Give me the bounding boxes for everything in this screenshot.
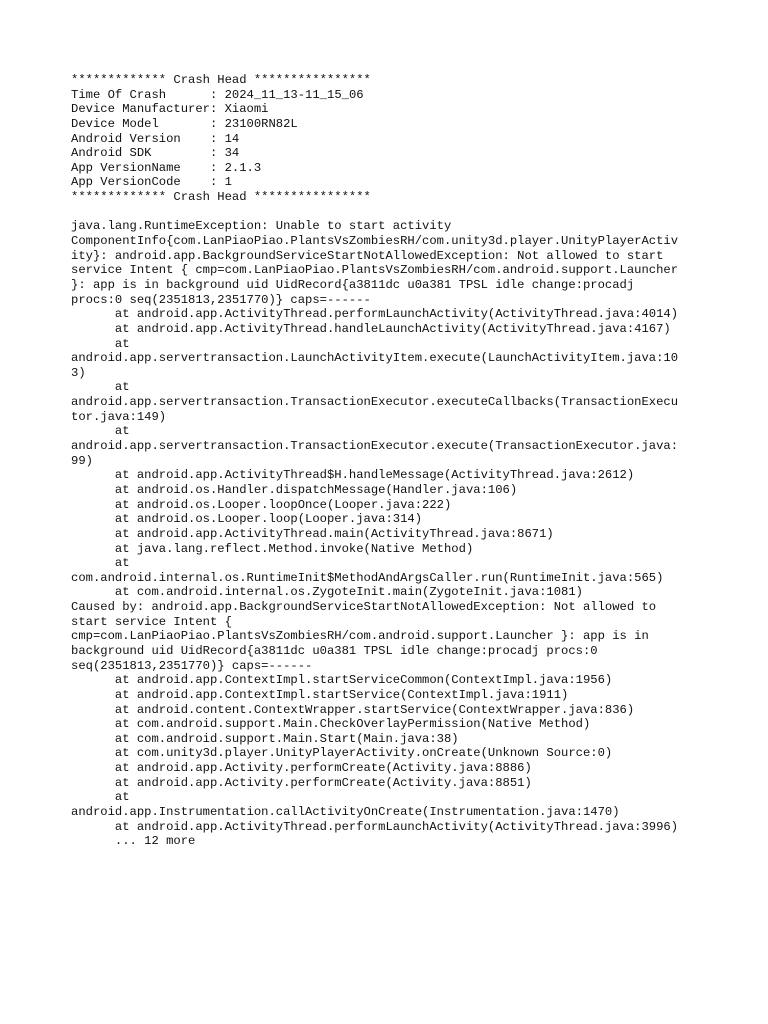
field-separator: :: [209, 116, 225, 131]
field-value: 2.1.3: [224, 160, 262, 175]
stacktrace-line: at android.os.Looper.loop(Looper.java:314): [71, 512, 423, 527]
stacktrace-line: 99): [71, 453, 93, 468]
field-separator: :: [209, 131, 225, 146]
field-separator: :: [209, 146, 225, 161]
stacktrace-line: at android.os.Looper.loopOnce(Looper.java:222): [71, 497, 452, 512]
stacktrace-line: background uid UidRecord{a3811dc u0a381 TPSL idle change:procadj procs:0: [71, 643, 598, 658]
stacktrace-line: start service Intent {: [71, 614, 232, 629]
stacktrace-line: com.android.internal.os.RuntimeInit$MethodAndArgsCaller.run(RuntimeInit.java:565): [71, 570, 664, 585]
stacktrace-line: ComponentInfo{com.LanPiaoPiao.PlantsVsZombiesRH/com.unity3d.player.UnityPlayerActiv: [71, 234, 679, 249]
crash-field-version-name: [71, 161, 751, 176]
section-spacer: [71, 205, 751, 220]
stacktrace-line: android.app.servertransaction.TransactionExecutor.execute(TransactionExecutor.java:: [71, 439, 679, 454]
field-label: Android SDK: [71, 146, 210, 161]
stacktrace-line: at com.android.support.Main.CheckOverlayPermission(Native Method): [71, 717, 591, 732]
field-separator: :: [209, 160, 225, 175]
stacktrace-line: ... 12 more: [71, 834, 196, 849]
stacktrace-line: service Intent { cmp=com.LanPiaoPiao.PlantsVsZombiesRH/com.android.support.Launcher: [71, 263, 679, 278]
field-value: 2024_11_13-11_15_06: [224, 87, 364, 102]
crash-head-footer: ************* Crash Head ****************: [71, 190, 371, 205]
stacktrace-line: at android.content.ContextWrapper.startService(ContextWrapper.java:836): [71, 702, 635, 717]
stacktrace-line: procs:0 seq(2351813,2351770)} caps=------: [71, 292, 371, 307]
stacktrace-line: cmp=com.LanPiaoPiao.PlantsVsZombiesRH/com.android.support.Launcher }: app is in: [71, 629, 649, 644]
stacktrace-line: at android.app.ActivityThread$H.handleMessage(ActivityThread.java:2612): [71, 468, 635, 483]
stacktrace-line: at com.unity3d.player.UnityPlayerActivity.onCreate(Unknown Source:0): [71, 746, 613, 761]
crash-field-version-code: [71, 175, 751, 190]
field-label: Device Model: [71, 116, 210, 131]
field-value: Xiaomi: [224, 102, 269, 117]
stacktrace-line: at android.app.ContextImpl.startService(ContextImpl.java:1911): [71, 687, 569, 702]
stacktrace-line: at android.app.ContextImpl.startServiceCommon(ContextImpl.java:1956): [71, 673, 613, 688]
stacktrace-line: Caused by: android.app.BackgroundServiceStartNotAllowedException: Not allowed to: [71, 600, 657, 615]
stacktrace-line: seq(2351813,2351770)} caps=------: [71, 658, 313, 673]
field-label: App VersionName: [71, 160, 210, 175]
crash-field-model: [71, 117, 751, 132]
stacktrace-line: at android.app.Activity.performCreate(Activity.java:8851): [71, 775, 532, 790]
crash-field-time: [71, 88, 751, 103]
crash-field-android-version: [71, 132, 751, 147]
stacktrace-line: at: [71, 336, 130, 351]
field-label: Android Version: [71, 131, 210, 146]
stacktrace-line: at android.app.ActivityThread.main(ActivityThread.java:8671): [71, 526, 554, 541]
field-label: Device Manufacturer: [71, 102, 210, 117]
stacktrace-line: at java.lang.reflect.Method.invoke(Native Method): [71, 541, 474, 556]
field-separator: :: [209, 175, 225, 190]
stacktrace-line: at android.app.ActivityThread.handleLaunchActivity(ActivityThread.java:4167): [71, 321, 671, 336]
stacktrace-line: android.app.servertransaction.TransactionExecutor.executeCallbacks(TransactionExecu: [71, 395, 679, 410]
field-value: 34: [224, 146, 240, 161]
stacktrace-line: at: [71, 556, 130, 571]
field-label: Time Of Crash: [71, 87, 210, 102]
stacktrace-line: android.app.servertransaction.LaunchActivityItem.execute(LaunchActivityItem.java:10: [71, 351, 679, 366]
stacktrace-line: at com.android.support.Main.Start(Main.java:38): [71, 731, 459, 746]
stacktrace-line: at: [71, 424, 130, 439]
stacktrace-line: at: [71, 380, 130, 395]
stacktrace-line: at: [71, 790, 130, 805]
stacktrace-line: java.lang.RuntimeException: Unable to start activity: [71, 219, 452, 234]
stacktrace-line: at android.app.ActivityThread.performLaunchActivity(ActivityThread.java:3996): [71, 819, 679, 834]
stacktrace-line: 3): [71, 365, 86, 380]
stacktrace-block: [71, 219, 751, 849]
stacktrace-line: android.app.Instrumentation.callActivityOnCreate(Instrumentation.java:1470): [71, 805, 620, 820]
crash-log-document: [71, 73, 751, 849]
stacktrace-line: tor.java:149): [71, 409, 167, 424]
field-value: 23100RN82L: [224, 116, 298, 131]
crash-head-header: ************* Crash Head ****************: [71, 73, 371, 87]
stacktrace-line: at android.app.ActivityThread.performLaunchActivity(ActivityThread.java:4014): [71, 307, 679, 322]
crash-field-manufacturer: [71, 102, 751, 117]
field-separator: :: [209, 102, 225, 117]
stacktrace-line: at android.app.Activity.performCreate(Activity.java:8886): [71, 761, 532, 776]
crash-field-android-sdk: [71, 146, 751, 161]
stacktrace-line: }: app is in background uid UidRecord{a3811dc u0a381 TPSL idle change:procadj: [71, 277, 635, 292]
field-separator: :: [209, 87, 225, 102]
stacktrace-line: at android.os.Handler.dispatchMessage(Handler.java:106): [71, 482, 518, 497]
field-value: 1: [224, 175, 232, 190]
stacktrace-line: ity}: android.app.BackgroundServiceStartNotAllowedException: Not allowed to start: [71, 248, 664, 263]
stacktrace-line: at com.android.internal.os.ZygoteInit.main(ZygoteInit.java:1081): [71, 585, 583, 600]
field-label: App VersionCode: [71, 175, 210, 190]
field-value: 14: [224, 131, 240, 146]
